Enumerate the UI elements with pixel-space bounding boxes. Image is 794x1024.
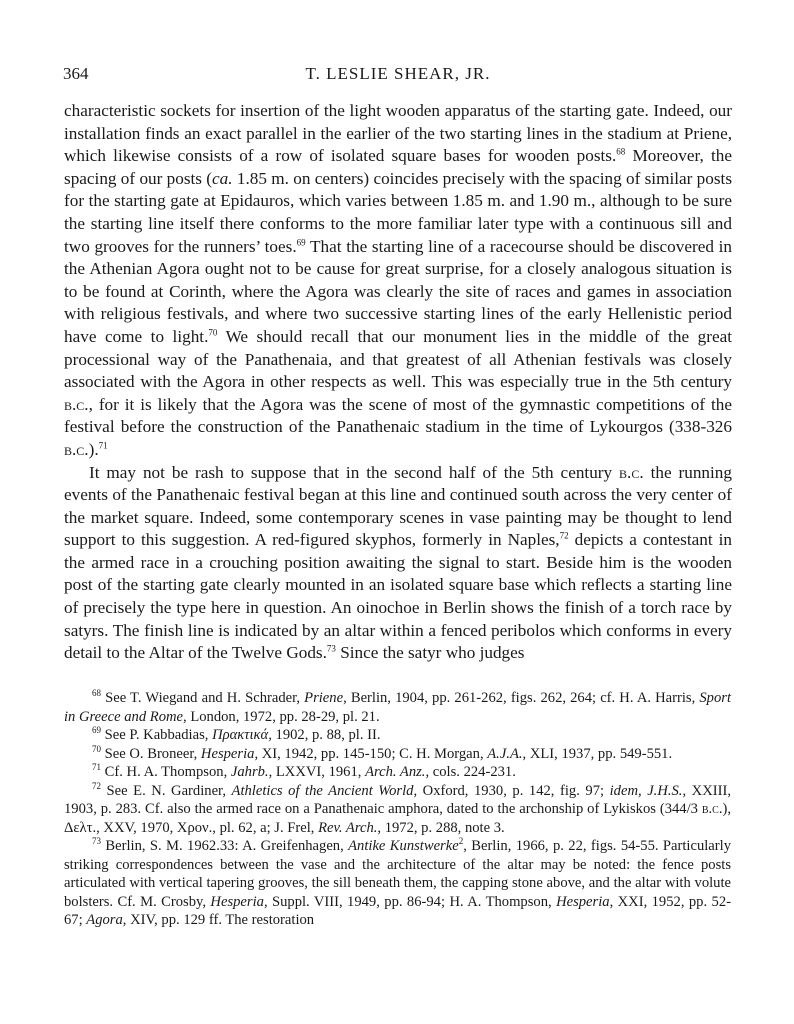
text-run: See E. N. Gardiner, <box>101 782 232 799</box>
text-run: Moreover, the spacing of our posts ( <box>64 146 732 188</box>
running-head: T. LESLIE SHEAR, JR. <box>305 64 491 83</box>
text-run: Sport in Greece and Rome <box>64 690 731 725</box>
note-marker: 70 <box>92 743 101 754</box>
text-run: Cf. H. A. Thompson, <box>101 764 231 780</box>
text-run: Berlin, S. M. 1962.33: A. Greifenhagen, <box>101 838 349 854</box>
text-run: , XI, 1942, pp. 145-150; C. H. Morgan, <box>254 745 488 762</box>
text-run: , LXXVI, 1961, <box>268 764 366 780</box>
text-run: depicts a contestant in the armed race in a crouching position awaiting the signal to start. Beside him is the wooden post of the starting gate clearly mounted in an isolated square base which reflects a starting line of precisely the type here in question. An oinochoe in Berlin shows the finish of a torch race by satyrs. The finish line is indicated by an altar within a fenced peribolos which conforms in every detail to the Altar of the Twelve Gods. <box>64 530 732 663</box>
body-text <box>64 100 732 665</box>
note-marker: 68 <box>92 688 101 699</box>
note-marker: 71 <box>92 762 101 773</box>
footnote-68 <box>64 689 731 726</box>
note-marker: 69 <box>92 725 101 736</box>
text-run: 1.85 m. on centers) coincides precisely with the spacing of similar posts for the starting gate at Epidauros, which varies between 1.85 m. and 1.90 m., although to be sure the starting line itself there conforms to the more familiar later type with a continuous sill and two grooves for the runners’ toes. <box>64 168 733 256</box>
text-run: See T. Wiegand and H. Schrader, <box>101 690 305 706</box>
text-run: b.c. <box>619 462 644 482</box>
note-marker: 71 <box>98 440 108 451</box>
text-run: , for it is likely that the Agora was the scene of most of the gymnastic competitions of the festival before the construction of the Panathenaic stadium in the time of Lykourgos (338-326 <box>64 394 732 437</box>
text-run: Jahrb. <box>230 764 269 780</box>
text-run: A.J.A. <box>487 745 523 762</box>
text-run: Hesperia <box>200 745 255 762</box>
text-run: Rev. Arch. <box>318 819 378 836</box>
text-run: b.c. <box>64 394 89 414</box>
footnote-71 <box>64 763 731 782</box>
text-run: , Berlin, 1966, p. 22, figs. 54-55. Particularly striking correspondences between the vase and the architecture of the altar may be noted: the fence posts articulated with vertical tapering grooves, the sill beneath them, the capping stone above, and the altar with volute bolsters. Cf. M. Crosby, <box>64 838 731 910</box>
text-run: See P. Kabbadias, <box>101 727 213 743</box>
text-run: Priene <box>304 690 344 706</box>
text-run: the running events of the Panathenaic festival began at this line and continued south across the very center of the market square. Indeed, some contemporary scenes in vase painting may be thought to lend support to this suggestion. A red-figured skyphos, formerly in Naples, <box>64 462 732 550</box>
note-marker: 72 <box>92 780 101 791</box>
text-run: , XXIII, 1903, p. 283. Cf. also the armed race on a Panathenaic amphora, dated to the archonship of Lykiskos (344/3 <box>64 782 731 817</box>
text-run: , Berlin, 1904, pp. 261-262, figs. 262, 264; cf. H. A. Harris, <box>343 690 700 706</box>
text-run: ). <box>88 439 99 459</box>
text-run: idem, J.H.S. <box>609 782 683 799</box>
text-run: , Suppl. VIII, 1949, pp. 86-94; H. A. Thompson, <box>263 893 557 910</box>
text-run: characteristic sockets for insertion of the light wooden apparatus of the starting gate. Indeed, our installation finds an exact parallel in the earlier of the two starting lines in the stadium at Priene, which likewise consists of a row of isolated square bases for wooden posts. <box>64 101 732 166</box>
footnote-70 <box>64 745 731 764</box>
text-run: It may not be rash to suppose that in the second half of the 5th century <box>89 462 620 482</box>
note-marker: 73 <box>92 836 101 847</box>
text-run: , XXI, 1952, pp. 52-67; <box>64 893 731 928</box>
text-run: We should recall that our monument lies in the middle of the great processional way of the Panathenaia, and that greatest of all Athenian festivals was closely associated with the Agora in other respects as well. This was especially true in the 5th century <box>64 326 732 392</box>
text-run: b.c. <box>701 801 723 817</box>
note-marker: 70 <box>208 327 218 338</box>
text-run: Hesperia <box>556 893 610 910</box>
text-run: , London, 1972, pp. 28-29, pl. 21. <box>183 708 380 725</box>
text-run: Athletics of the Ancient World <box>231 782 414 799</box>
page-number: 364 <box>63 64 89 83</box>
text-run: , 1972, p. 288, note 3. <box>377 819 505 836</box>
paragraph <box>64 462 732 665</box>
page-header <box>63 64 733 88</box>
text-run: See O. Broneer, <box>101 745 201 762</box>
text-run: Hesperia <box>210 893 264 910</box>
text-run: b.c. <box>64 439 89 459</box>
text-run: ca. <box>212 168 233 188</box>
text-run: , XIV, pp. 129 ff. The restoration <box>122 912 315 928</box>
note-marker: 73 <box>326 643 336 654</box>
paragraph <box>64 100 732 462</box>
note-marker: 72 <box>559 530 569 541</box>
text-run: , cols. 224-231. <box>425 764 516 780</box>
footnote-73 <box>64 837 731 930</box>
text-run: Arch. Anz. <box>365 764 426 780</box>
footnotes <box>64 689 731 930</box>
text-run: , Oxford, 1930, p. 142, fig. 97; <box>413 782 610 799</box>
text-run: , 1902, p. 88, pl. II. <box>268 727 381 743</box>
note-marker: 2 <box>458 836 464 847</box>
text-run: Since the satyr who judges <box>335 643 525 663</box>
text-run: That the starting line of a racecourse should be discovered in the Athenian Agora ought not to be cause for great surprise, for a closely analogous situation is to be found at Corinth, where the Agora was clearly the site of races and games in association with religious festivals, and where two successive starting lines of the early Hellenistic period have come to light. <box>64 236 732 346</box>
text-run: Agora <box>86 912 123 928</box>
note-marker: 69 <box>296 236 306 247</box>
note-marker: 68 <box>616 146 626 157</box>
text-run: Antike Kunstwerke <box>348 838 459 854</box>
footnote-72 <box>64 782 731 838</box>
text-run: Πρακτικά <box>212 727 269 743</box>
text-run: ), Δελτ., XXV, 1970, Χρον., pl. 62, a; J. Frel, <box>64 801 731 836</box>
text-run: , XLI, 1937, pp. 549-551. <box>522 745 673 762</box>
footnote-69 <box>64 726 731 745</box>
